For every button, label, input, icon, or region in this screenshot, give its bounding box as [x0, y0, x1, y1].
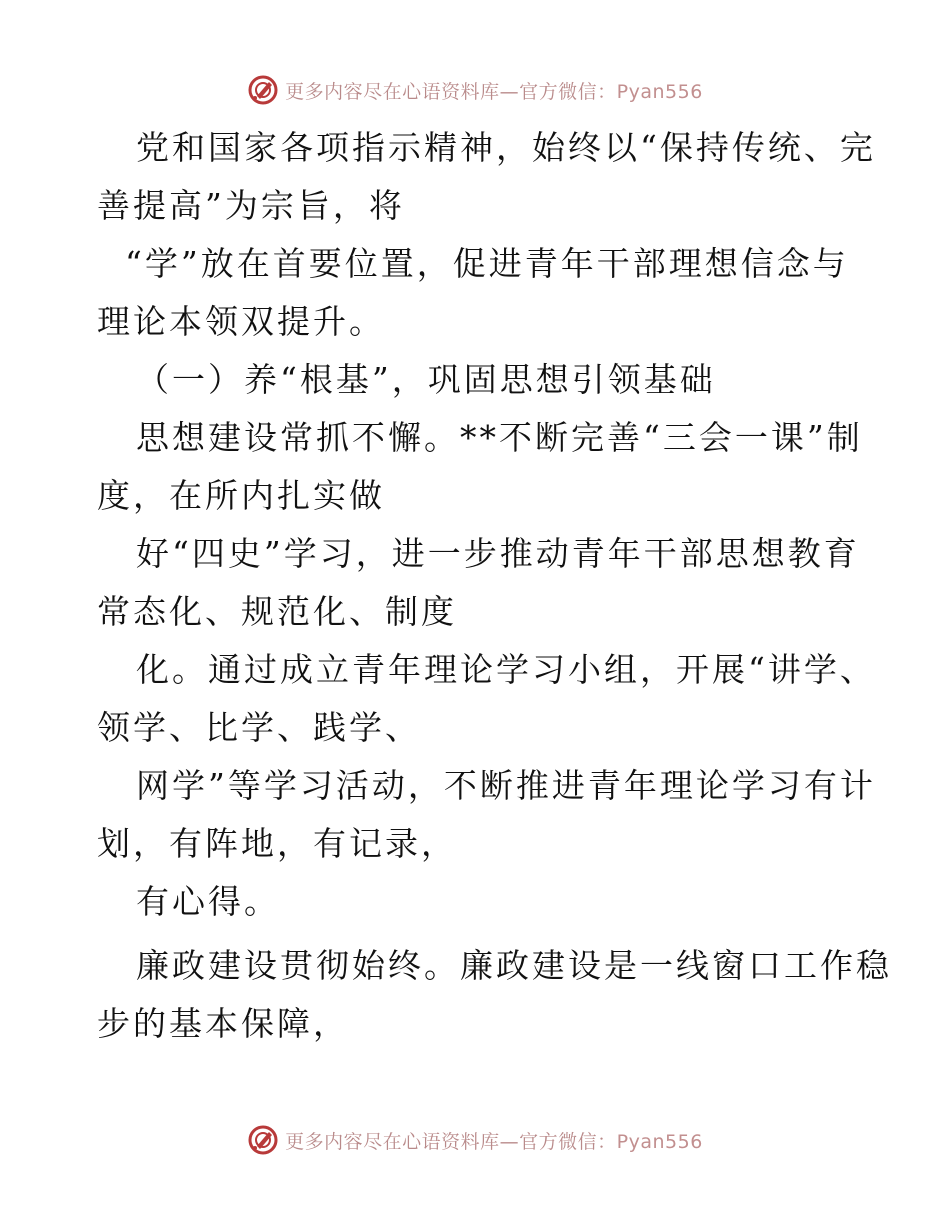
header-banner-text: 更多内容尽在心语资料库—官方微信：Pyan556	[285, 80, 703, 103]
body-line: 廉政建设贯彻始终。廉政建设是一线窗口工作稳	[136, 946, 892, 985]
body-line: 善提高”为宗旨，将	[97, 186, 405, 225]
body-line: 化。通过成立青年理论学习小组，开展“讲学、	[136, 650, 876, 689]
body-line: 好“四史”学习，进一步推动青年干部思想教育	[136, 534, 860, 573]
body-line: 度，在所内扎实做	[97, 476, 385, 515]
body-line: “学”放在首要位置，促进青年干部理想信念与	[125, 244, 849, 283]
body-line: 网学”等学习活动，不断推进青年理论学习有计	[136, 766, 876, 805]
body-line: 步的基本保障，	[97, 1004, 349, 1043]
body-line: 划，有阵地，有记录，	[97, 824, 457, 863]
footer-banner-text: 更多内容尽在心语资料库—官方微信：Pyan556	[285, 1130, 703, 1153]
body-line: 常态化、规范化、制度	[97, 592, 457, 631]
body-line: 思想建设常抓不懈。**不断完善“三会一课”制	[136, 418, 863, 457]
body-line: 理论本领双提升。	[97, 302, 385, 341]
footer-banner	[0, 1120, 950, 1160]
header-wechat-id: Pyan556	[616, 80, 703, 103]
body-line: 领学、比学、践学、	[97, 708, 421, 747]
body-line: 党和国家各项指示精神，始终以“保持传统、完	[136, 128, 876, 167]
body-line: 有心得。	[136, 882, 280, 921]
brand-logo-icon	[247, 1124, 279, 1156]
footer-wechat-id: Pyan556	[616, 1130, 703, 1153]
section-heading: （一）养“根基”，巩固思想引领基础	[136, 360, 716, 399]
